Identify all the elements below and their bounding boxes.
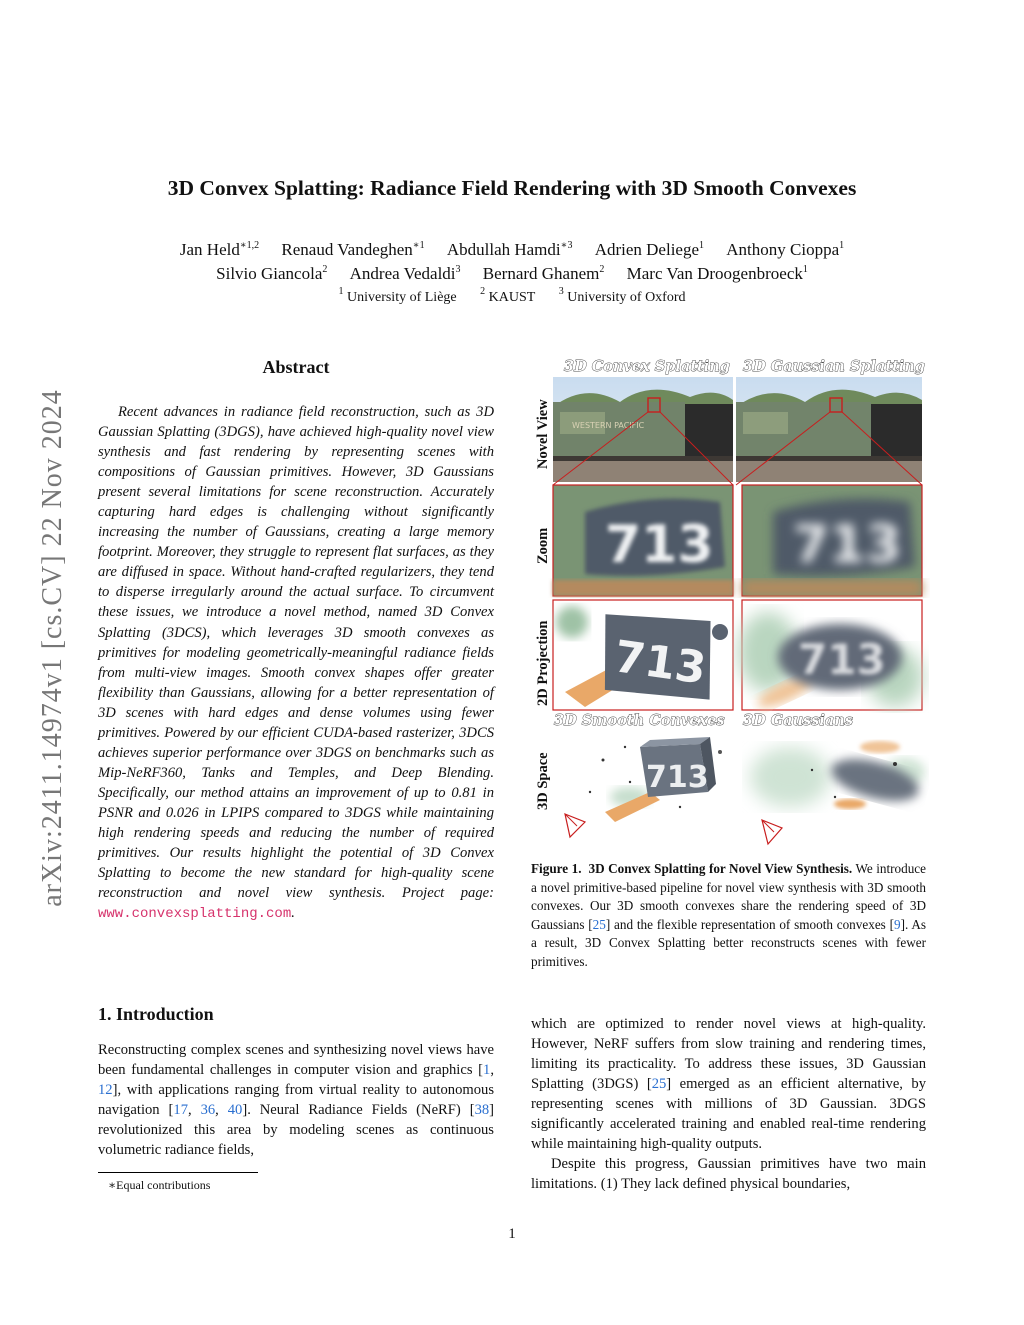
introduction-paragraph: Reconstructing complex scenes and synthesizing novel views have been fundamental challenges in computer vision and graphics [1, 12], with applications ranging from virtual reality to autonomous navigation [17, 36, 40]. Neural Radiance Fields (NeRF) [38] revolutionized this area by modeling scenes as continuous volumetric radiance fields, bbox=[98, 1042, 495, 1159]
author: Bernard Ghanem$^2$ bbox=[482, 264, 605, 283]
row-label-novel-view: Novel View bbox=[535, 399, 551, 469]
abstract-heading: Abstract bbox=[262, 357, 330, 377]
citation-link[interactable]: 17 bbox=[173, 1102, 188, 1119]
column-title-gaussian: 3D Gaussian Splatting bbox=[743, 358, 925, 375]
author: Adrien Deliege$^1$ bbox=[594, 240, 705, 259]
projection-number-convex: 713 bbox=[611, 631, 710, 695]
novel-view-convex-image bbox=[553, 377, 733, 482]
abstract-body: Recent advances in radiance field reconstruction, such as 3D Gaussian Splatting (3DGS), have achieved high-quality novel view synthesis and fast rendering by representing scenes with compositions of Gaussian primitives. However, 3D Gaussians present several limitations for scene reconstruction. Accurately capturing hard edges is challenging without significantly increasing the number of Gaussians, creating a large memory footprint. Moreover, they struggle to represent flat surfaces, as they are diffused in space. Without hand-crafted regularizers, they tend to disperse irregularly around the actual surface. To circumvent these issues, we introduce a novel method, named 3D Convex Splatting (3DCS), which leverages 3D smooth convexes as primitives for modeling geometrically-meaningful radiance fields from multi-view images. Smooth convex shapes offer greater flexibility than Gaussians, allowing for a better representation of 3D scenes with hard edges and dense volumes using fewer primitives. Powered by our efficient CUDA-based rasterizer, 3DCS achieves superior performance over 3DGS on benchmarks such as Mip-NeRF360, Tanks and Temples, and Deep Blending. Specifically, our method attains an improvement of up to 0.81 in PSNR and 0.026 in LPIPS compared to 3DGS while maintaining high rendering speeds and reducing the number of required primitives. Our results highlight the potential of 3D Convex Splatting to become the new standard for high-quality scene reconstruction and novel view synthesis. Project page: www.convexsplatting.com. bbox=[98, 404, 494, 923]
citation-link[interactable]: 36 bbox=[200, 1102, 216, 1119]
right-column-text bbox=[531, 1014, 926, 1194]
zoom-number-gaussian: 713 bbox=[793, 515, 902, 575]
citation-link[interactable]: 40 bbox=[227, 1102, 243, 1119]
paragraph: which are optimized to render novel views at high-quality. However, NeRF suffers from slow training and rendering times, limiting its practicality. To address these issues, 3D Gaussian Splatting (3DGS) [25] emerged as an efficient alternative, by representing scenes with millions of 3D Gaussian. 3DGS significantly accelerated training and enabled real-time rendering while maintaining high-quality outputs. bbox=[531, 1016, 926, 1153]
authors-line-1 bbox=[0, 240, 1024, 260]
citation-link[interactable]: 25 bbox=[651, 1076, 667, 1093]
row-label-zoom: Zoom bbox=[535, 527, 551, 564]
citation-link[interactable]: 38 bbox=[474, 1102, 490, 1119]
space-gaussian-image bbox=[750, 741, 925, 844]
subtitle-gaussians: 3D Gaussians bbox=[743, 712, 853, 729]
page-number: 1 bbox=[508, 1226, 516, 1242]
author: Abdullah Hamdi$^{∗3}$ bbox=[446, 240, 573, 259]
author: Silvio Giancola$^2$ bbox=[216, 264, 328, 283]
author: Anthony Cioppa$^1$ bbox=[726, 240, 845, 259]
projection-convex-image bbox=[553, 600, 733, 710]
paper-title: 3D Convex Splatting: Radiance Field Rendering with 3D Smooth Convexes bbox=[167, 176, 857, 200]
project-link[interactable]: www.convexsplatting.com bbox=[98, 906, 292, 923]
teaser-figure bbox=[530, 352, 930, 852]
zoom-convex-image bbox=[553, 485, 733, 596]
citation-link[interactable]: 25 bbox=[592, 916, 606, 932]
citation-link[interactable]: 1 bbox=[483, 1062, 491, 1079]
affiliation: $^1$ University of Liège bbox=[338, 286, 457, 305]
footnote: ∗Equal contributions bbox=[108, 1178, 211, 1192]
zoom-number-convex: 713 bbox=[605, 515, 714, 575]
row-label-3d-space: 3D Space bbox=[535, 752, 551, 810]
citation-link[interactable]: 9 bbox=[894, 916, 901, 932]
arxiv-identifier: arXiv:2411.14974v1 [cs.CV] 22 Nov 2024 bbox=[37, 389, 68, 907]
zoom-gaussian-image bbox=[742, 485, 922, 596]
projection-gaussian-image bbox=[738, 600, 923, 713]
projection-number-gaussian: 713 bbox=[798, 635, 886, 684]
subtitle-smooth-convexes: 3D Smooth Convexes bbox=[554, 712, 725, 729]
footnote-divider bbox=[98, 1172, 258, 1173]
section-heading-introduction: 1. Introduction bbox=[98, 1004, 214, 1024]
affiliation: $^3$ University of Oxford bbox=[558, 286, 686, 305]
space-convex-image bbox=[565, 737, 722, 837]
citation-link[interactable]: 12 bbox=[98, 1082, 113, 1099]
author: Jan Held$^{∗1,2}$ bbox=[179, 240, 260, 259]
column-title-convex: 3D Convex Splatting bbox=[564, 358, 730, 375]
space-number-convex: 713 bbox=[646, 760, 709, 795]
author: Renaud Vandeghen$^{∗1}$ bbox=[281, 240, 425, 259]
author: Andrea Vedaldi$^3$ bbox=[349, 264, 461, 283]
row-label-2d-projection: 2D Projection bbox=[535, 620, 551, 706]
novel-view-gaussian-image bbox=[736, 377, 922, 482]
affiliations bbox=[0, 286, 1024, 306]
paragraph: Despite this progress, Gaussian primitives have two main limitations. (1) They lack defined physical boundaries, bbox=[531, 1156, 926, 1193]
train-lettering: WESTERN PACIFIC bbox=[572, 421, 645, 430]
authors-line-2 bbox=[0, 264, 1024, 284]
affiliation: $^2$ KAUST bbox=[480, 286, 536, 305]
figure-caption: Figure 1. 3D Convex Splatting for Novel View Synthesis. We introduce a novel primitive-based pipeline for novel view synthesis with 3D smooth convexes. Our 3D smooth convexes share the rendering speed of 3D Gaussians [25] and the flexible representation of smooth convexes [9]. As a result, 3D Convex Splatting better reconstructs scenes with fewer primitives. bbox=[531, 861, 927, 969]
author: Marc Van Droogenbroeck$^1$ bbox=[626, 264, 808, 283]
